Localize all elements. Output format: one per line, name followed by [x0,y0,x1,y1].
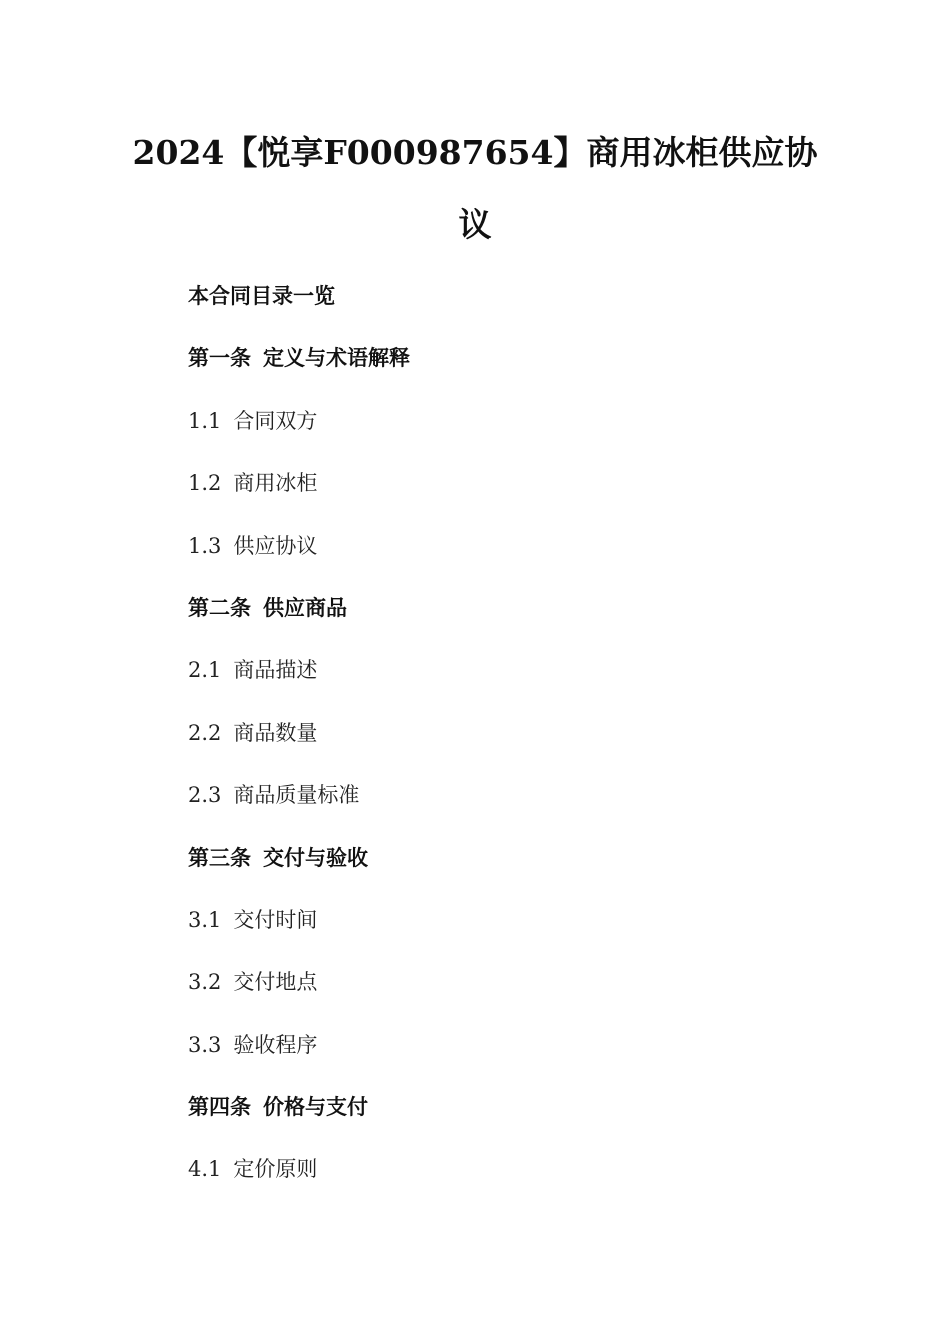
toc-item-number: 第三条 [188,844,251,870]
toc-item-number: 1.3 [188,533,222,558]
toc-item-number: 2.2 [188,720,222,745]
document-title-line-1: 2024【悦享F000987654】商用冰柜供应协 [132,133,818,172]
toc-item-label: 价格与支付 [263,1094,368,1120]
toc-item-number: 1.2 [188,471,222,496]
toc-item-number: 3.2 [188,970,222,995]
toc-item-number: 2.1 [188,658,222,683]
toc-item-label: 验收程序 [233,1032,318,1057]
toc-item-number: 第四条 [188,1094,251,1120]
toc-item-number: 第二条 [188,594,251,620]
toc-item-label: 商用冰柜 [233,471,318,496]
toc-item-number: 3.1 [188,907,222,932]
toc-item [188,592,828,654]
toc-item-label: 商品描述 [233,658,318,683]
toc-item-number: 1.1 [188,408,222,433]
toc-item [188,717,828,779]
toc-item [188,467,828,529]
toc-item [188,1153,828,1215]
toc-item-number: 第一条 [188,345,251,371]
toc-item-label: 定义与术语解释 [263,345,410,371]
toc-item-number: 4.1 [188,1157,222,1182]
toc-item [188,1091,828,1153]
toc-item [188,842,828,904]
table-of-contents [188,280,828,1216]
toc-item-label: 交付地点 [233,970,318,995]
document-title-line-2: 议 [458,205,492,244]
toc-item-label: 商品数量 [233,720,318,745]
toc-item-label: 交付时间 [233,907,318,932]
toc-item-label: 合同双方 [233,408,318,433]
toc-item [188,530,828,592]
toc-item [188,779,828,841]
toc-item [188,405,828,467]
toc-item-label: 商品质量标准 [233,783,360,808]
toc-item [188,654,828,716]
toc-item [188,1029,828,1091]
toc-item-label: 定价原则 [233,1157,318,1182]
toc-item-label: 供应商品 [263,594,347,620]
toc-item-number: 3.3 [188,1032,222,1057]
toc-item [188,904,828,966]
toc-item-label: 供应协议 [233,533,318,558]
toc-item-number: 2.3 [188,783,222,808]
toc-item [188,966,828,1028]
toc-item [188,342,828,404]
toc-item-label: 交付与验收 [263,844,368,870]
toc-header: 本合同目录一览 [188,283,335,308]
